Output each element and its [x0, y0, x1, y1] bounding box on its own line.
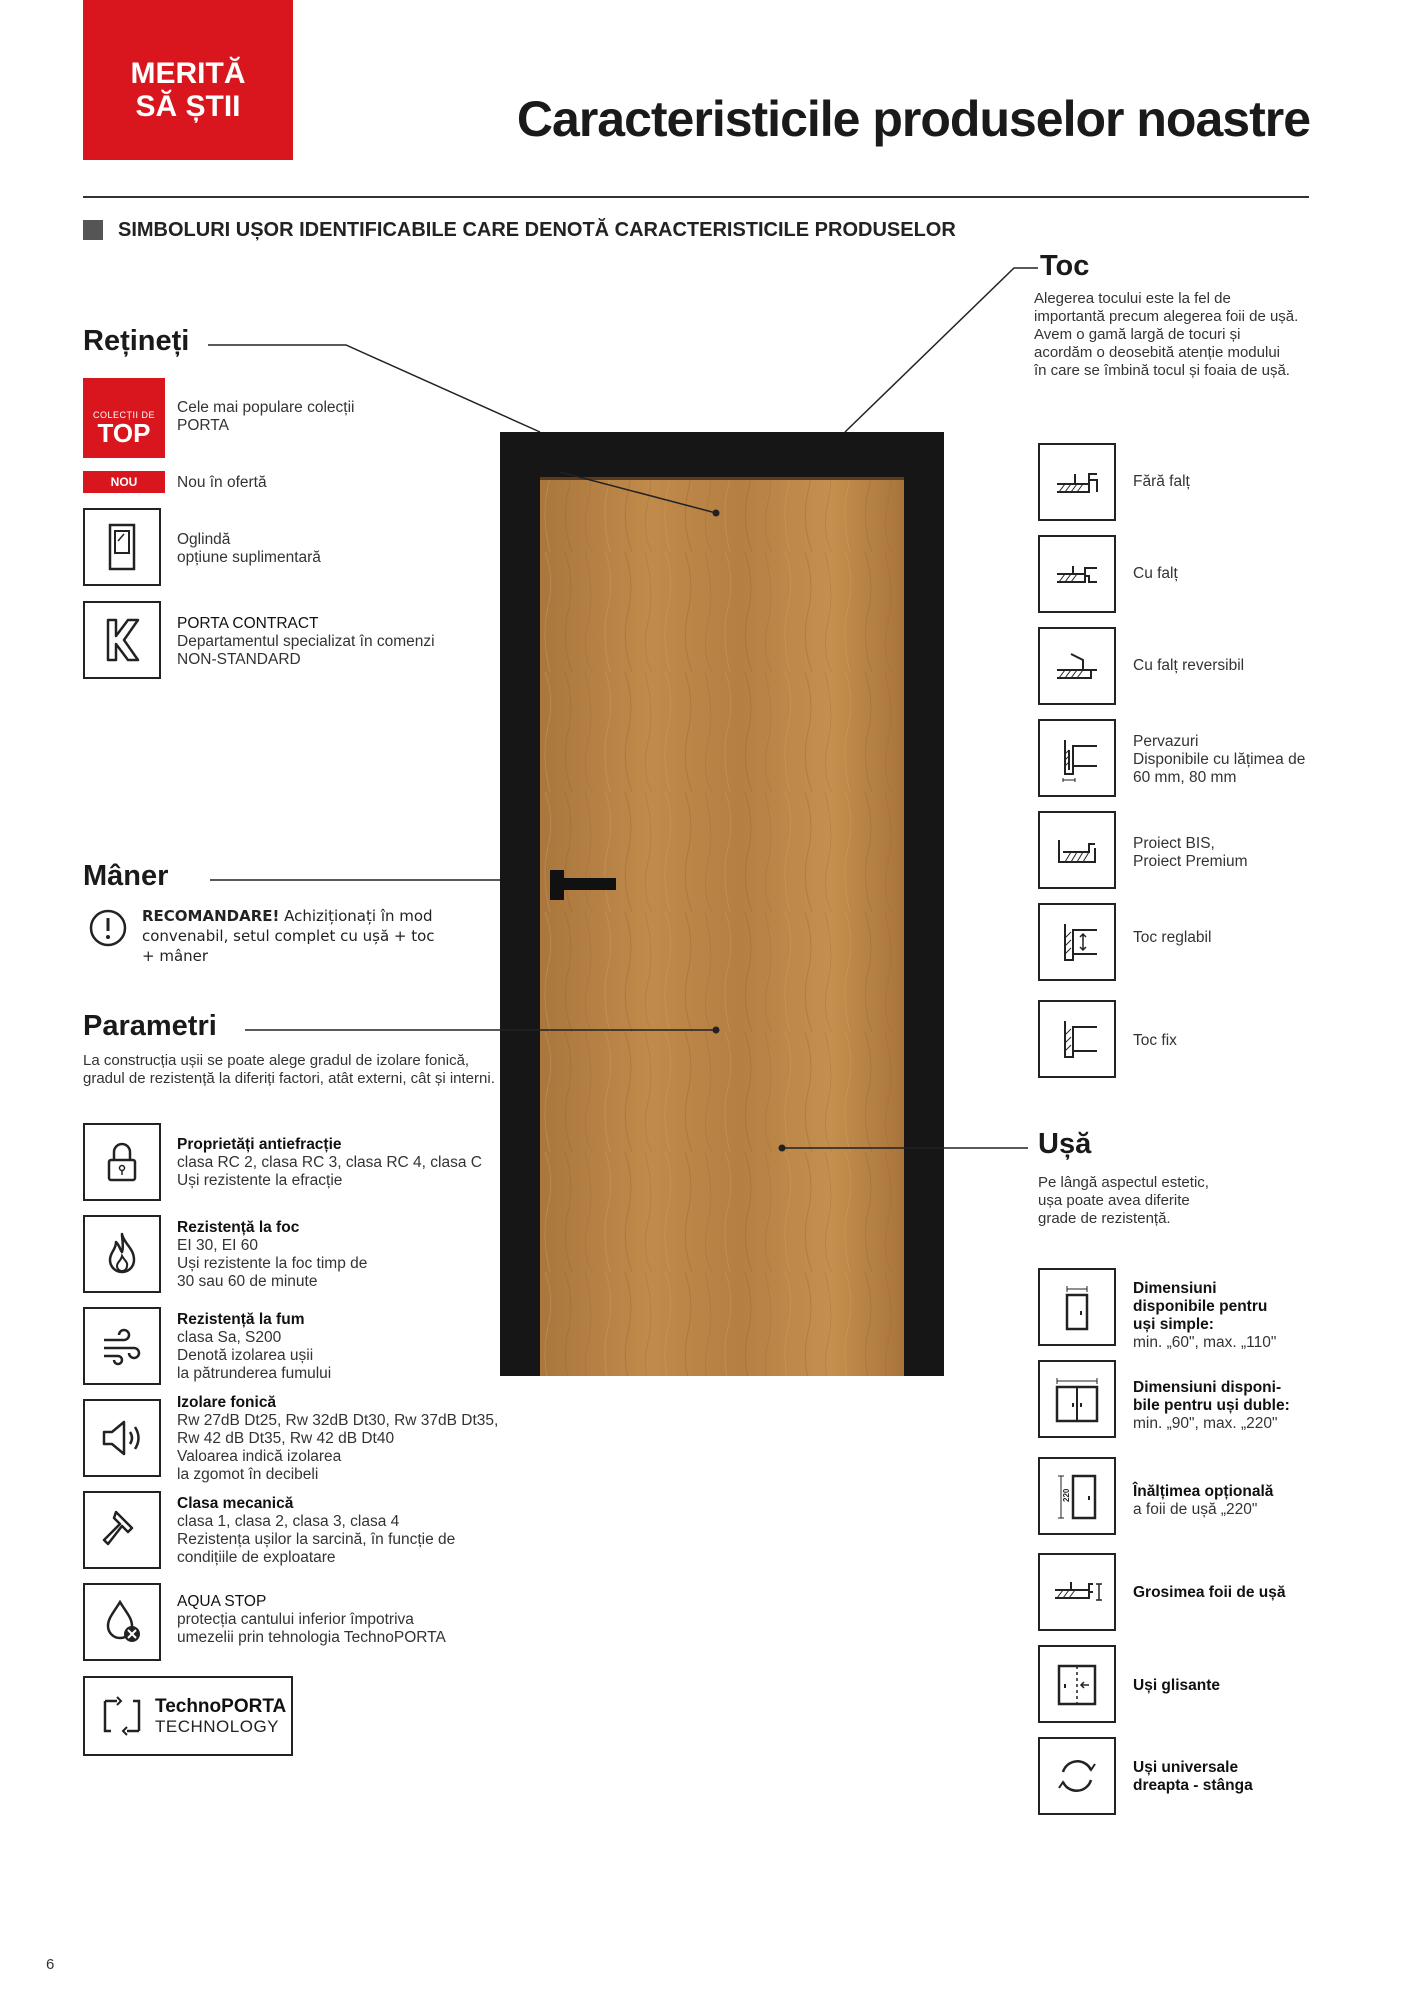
mirror-icon	[94, 519, 150, 575]
usa-item-line: min. „60", max. „110"	[1133, 1334, 1277, 1351]
param-line: protecția cantului inferior împotriva	[177, 1611, 414, 1628]
reversible-arrows-icon	[1049, 1748, 1105, 1804]
antiefractie-icon-box	[83, 1123, 161, 1201]
param-line: Rezistența ușilor la sarcină, în funcție de	[177, 1531, 456, 1548]
nou-desc: Nou în ofertă	[177, 474, 267, 491]
exclamation-icon	[88, 908, 128, 948]
param-title: Rezistență la fum	[177, 1311, 305, 1328]
param-line: Uși rezistente la efracție	[177, 1172, 343, 1189]
top-badge-small: COLECȚII DE	[92, 410, 155, 420]
nou-badge: NOU	[83, 471, 165, 493]
param-line: clasa 1, clasa 2, clasa 3, clasa 4	[177, 1513, 400, 1530]
toc-desc-line: Avem o gamă largă de tocuri și	[1034, 326, 1241, 343]
toc-desc-line: în care se îmbină tocul și foaia de ușă.	[1034, 362, 1290, 379]
param-line: clasa Sa, S200	[177, 1329, 282, 1346]
toc-reglabil-icon-box	[1038, 903, 1116, 981]
toc-desc-line: acordăm o deosebită atenție modului	[1034, 344, 1280, 361]
top-collections-badge	[83, 378, 165, 458]
badge-line-2: SĂ ȘTII	[135, 90, 241, 123]
toc-item-line: Proiect BIS,	[1133, 835, 1215, 852]
single-door-icon-box	[1038, 1268, 1116, 1346]
usa-item-bold: bile pentru uși duble:	[1133, 1397, 1290, 1414]
single-door-icon	[1049, 1279, 1105, 1335]
usa-item-bold: Înălțimea opțională	[1133, 1483, 1274, 1500]
usa-item-desc	[1133, 1280, 1276, 1352]
maner-heading: Mâner	[83, 860, 169, 892]
param-line: Rw 42 dB Dt35, Rw 42 dB Dt40	[177, 1430, 395, 1447]
contract-icon-box	[83, 601, 161, 679]
usa-item-bold: Grosimea foii de ușă	[1133, 1584, 1286, 1601]
adjustable-frame-icon	[1049, 914, 1105, 970]
toc-item-line: Disponibile cu lățimea de	[1133, 751, 1306, 768]
fara-falt-icon-box	[1038, 443, 1116, 521]
fixed-frame-icon	[1049, 1011, 1105, 1067]
proiect-icon-box	[1038, 811, 1116, 889]
usa-item-bold: Dimensiuni	[1133, 1280, 1217, 1297]
merita-sa-stii-badge	[83, 0, 293, 160]
technoporta-name: TechnoPORTA	[155, 1695, 287, 1717]
mirror-line-1: Oglindă	[177, 531, 231, 548]
contract-title: PORTA CONTRACT	[177, 615, 319, 632]
hammer-icon	[94, 1502, 150, 1558]
pervazuri-icon-box	[1038, 719, 1116, 797]
toc-item-label: Cu falț reversibil	[1133, 657, 1245, 674]
recommendation-line-1	[142, 906, 435, 926]
k-icon	[94, 612, 150, 668]
technoporta-subtitle: TECHNOLOGY	[155, 1716, 280, 1736]
height-220-label: 220	[1062, 1488, 1071, 1502]
foc-icon-box	[83, 1215, 161, 1293]
project-frame-icon	[1049, 822, 1105, 878]
param-line: clasa RC 2, clasa RC 3, clasa RC 4, clasa C	[177, 1154, 482, 1171]
falt-reversibil-icon-box	[1038, 627, 1116, 705]
aqua-stop-icon-box	[83, 1583, 161, 1661]
technoporta-arrows-icon	[97, 1691, 147, 1741]
antiefractie-desc	[177, 1136, 482, 1190]
warning-icon	[88, 908, 128, 948]
technoporta-logo	[83, 1676, 293, 1756]
param-title: AQUA STOP	[177, 1593, 267, 1610]
recommendation-bold: RECOMANDARE!	[142, 907, 280, 925]
badge-line-1: MERITĂ	[130, 57, 246, 90]
page-title: Caracteristicile produselor noastre	[516, 91, 1310, 147]
header-divider	[83, 196, 1309, 198]
mirror-line-2: opțiune suplimentară	[177, 549, 321, 566]
mecanica-desc	[177, 1495, 455, 1567]
param-line: Denotă izolarea ușii	[177, 1347, 314, 1364]
param-line: 30 sau 60 de minute	[177, 1273, 318, 1290]
door-thickness-icon	[1049, 1564, 1105, 1620]
toc-item-line: Proiect Premium	[1133, 853, 1248, 870]
param-line: EI 30, EI 60	[177, 1237, 258, 1254]
sliding-door-icon	[1049, 1656, 1105, 1712]
toc-desc	[1034, 290, 1314, 380]
lock-icon	[94, 1134, 150, 1190]
recommendation-line-2: convenabil, setul complet cu ușă + toc	[142, 927, 435, 945]
retineti-heading: Rețineți	[83, 325, 190, 357]
page-subtitle: SIMBOLURI UȘOR IDENTIFICABILE CARE DENOTĂ CARACTERISTICILE PRODUSELOR	[118, 219, 956, 241]
door-image	[500, 432, 944, 1376]
param-line: Rw 27dB Dt25, Rw 32dB Dt30, Rw 37dB Dt35,	[177, 1412, 499, 1429]
top-badge-big: TOP	[97, 418, 151, 448]
parametri-desc-line: La construcția ușii se poate alege gradul de izolare fonică,	[83, 1052, 470, 1069]
fire-icon	[94, 1226, 150, 1282]
double-door-icon-box	[1038, 1360, 1116, 1438]
toc-item-line: 60 mm, 80 mm	[1133, 769, 1237, 786]
maner-recommendation	[142, 906, 435, 966]
usa-heading: Ușă	[1038, 1128, 1092, 1160]
usa-item-desc	[1133, 1379, 1290, 1433]
toc-heading: Toc	[1040, 250, 1090, 282]
toc-item-label: Cu falț	[1133, 565, 1178, 582]
mecanica-icon-box	[83, 1491, 161, 1569]
fonica-desc	[177, 1394, 498, 1484]
usa-item-line: a foii de ușă „220"	[1133, 1501, 1258, 1518]
usa-item-bold: Uși glisante	[1133, 1677, 1220, 1694]
param-title: Izolare fonică	[177, 1394, 277, 1411]
usa-item-bold: Dimensiuni disponi-	[1133, 1379, 1282, 1396]
recommendation-text: Achiziționați în mod	[279, 907, 433, 925]
mirror-desc	[177, 531, 321, 567]
param-line: Valoarea indică izolarea	[177, 1448, 342, 1465]
sliding-door-icon-box	[1038, 1645, 1116, 1723]
param-line: la zgomot în decibeli	[177, 1466, 319, 1483]
recommendation-line-3: + mâner	[142, 947, 209, 965]
toc-fix-icon-box	[1038, 1000, 1116, 1078]
param-title: Clasa mecanică	[177, 1495, 294, 1512]
top-collections-desc: Cele mai populare colecții PORTA	[177, 399, 355, 434]
param-title: Proprietăți antiefracție	[177, 1136, 342, 1153]
usa-desc	[1038, 1174, 1209, 1228]
water-drop-icon	[94, 1594, 150, 1650]
param-title: Rezistență la foc	[177, 1219, 300, 1236]
frame-reversible-icon	[1049, 638, 1105, 694]
usa-item-desc	[1133, 1483, 1273, 1519]
usa-item-bold: Uși universale	[1133, 1759, 1239, 1776]
smoke-icon	[94, 1318, 150, 1374]
usa-item-bold: uși simple:	[1133, 1316, 1214, 1333]
usa-desc-line: grade de rezistență.	[1038, 1210, 1171, 1227]
mirror-icon-box	[83, 508, 161, 586]
param-line: la pătrunderea fumului	[177, 1365, 332, 1382]
usa-desc-line: ușa poate avea diferite	[1038, 1192, 1190, 1209]
param-line: Uși rezistente la foc timp de	[177, 1255, 368, 1272]
fum-desc	[177, 1311, 331, 1383]
page-number: 6	[46, 1956, 55, 1973]
foc-desc	[177, 1219, 367, 1291]
pervazuri-desc	[1133, 733, 1305, 787]
parametri-desc-line: gradul de rezistență la diferiți factori, atât externi, cât și interni.	[83, 1070, 495, 1087]
usa-item-bold: dreapta - stânga	[1133, 1777, 1253, 1794]
frame-no-rebate-icon	[1049, 454, 1105, 510]
parametri-desc	[83, 1052, 495, 1088]
universal-door-icon-box	[1038, 1737, 1116, 1815]
usa-desc-line: Pe lângă aspectul estetic,	[1038, 1174, 1209, 1191]
usa-item-bold: disponibile pentru	[1133, 1298, 1268, 1315]
height-220-icon-box	[1038, 1457, 1116, 1535]
door-illustration	[500, 432, 944, 1376]
contract-line-3: NON-STANDARD	[177, 651, 301, 668]
param-line: umezelii prin tehnologia TechnoPORTA	[177, 1629, 446, 1646]
usa-item-line: min. „90", max. „220"	[1133, 1415, 1278, 1432]
thickness-icon-box	[1038, 1553, 1116, 1631]
toc-desc-line: importantă precum alegerea foii de ușă.	[1034, 308, 1299, 325]
contract-line-2: Departamentul specializat în comenzi	[177, 633, 435, 650]
toc-desc-line: Alegerea tocului este la fel de	[1034, 290, 1231, 307]
toc-item-label: Fără falț	[1133, 473, 1190, 490]
frame-rebate-icon	[1049, 546, 1105, 602]
toc-item-line: Pervazuri	[1133, 733, 1199, 750]
contract-desc	[177, 615, 435, 669]
fum-icon-box	[83, 1307, 161, 1385]
cu-falt-icon-box	[1038, 535, 1116, 613]
toc-item-label: Toc reglabil	[1133, 929, 1212, 946]
casing-icon	[1049, 730, 1105, 786]
usa-item-desc	[1133, 1759, 1253, 1795]
door-height-icon	[1049, 1468, 1105, 1524]
speaker-icon	[94, 1410, 150, 1466]
aqua-stop-desc	[177, 1593, 446, 1647]
fonica-icon-box	[83, 1399, 161, 1477]
subtitle-square	[83, 220, 103, 240]
double-door-icon	[1049, 1371, 1105, 1427]
parametri-heading: Parametri	[83, 1010, 217, 1042]
proiect-desc	[1133, 835, 1248, 871]
toc-item-label: Toc fix	[1133, 1032, 1177, 1049]
param-line: condițiile de exploatare	[177, 1549, 336, 1566]
